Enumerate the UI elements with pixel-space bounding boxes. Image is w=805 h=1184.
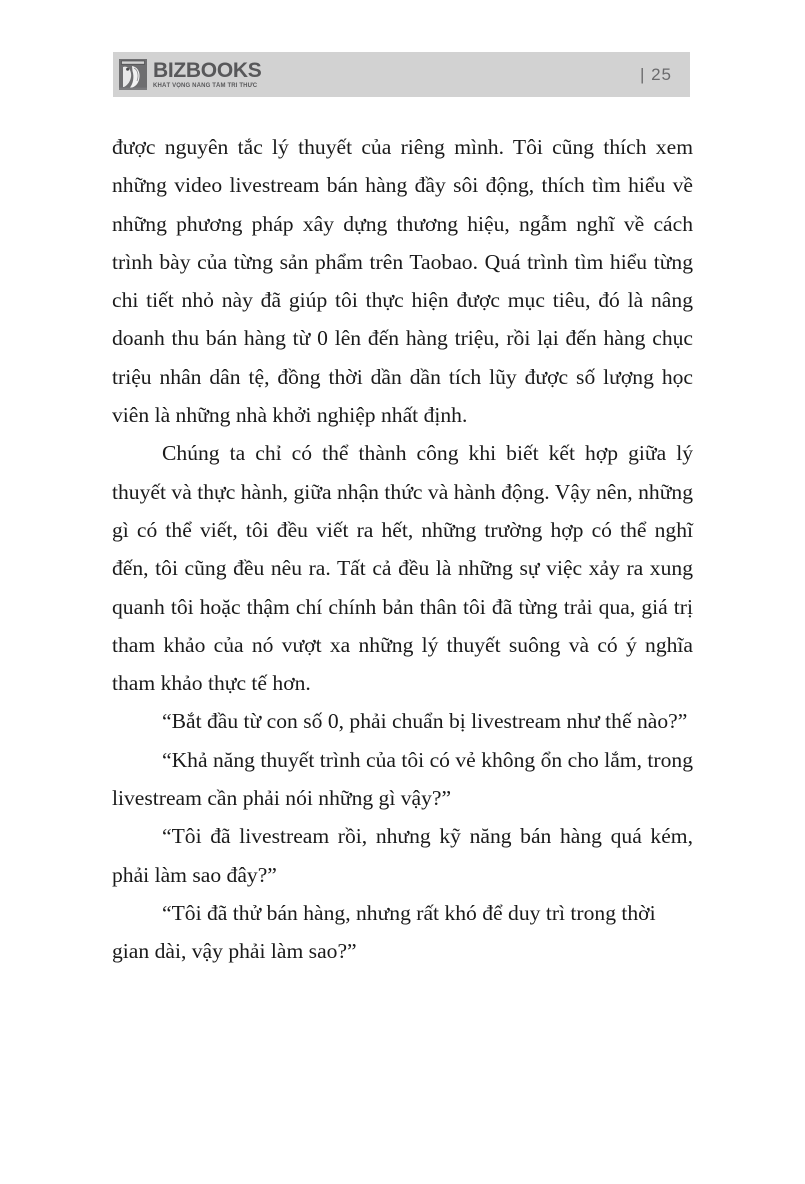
- quote-paragraph: “Tôi đã thử bán hàng, nhưng rất khó để duy trì trong thời gian dài, vậy phải làm sao?”: [112, 900, 656, 964]
- publisher-logo: [113, 59, 261, 90]
- body-text: [112, 128, 693, 971]
- paragraph-continuation: được nguyên tắc lý thuyết của riêng mình. Tôi cũng thích xem những video livestream bán hàng đầy sôi động, thích tìm hiểu về những phương pháp xây dựng thương hiệu, ngẫm nghĩ về cách trình bày của từng sản phẩm trên Taobao. Quá trình tìm hiểu từng chi tiết nhỏ này đã giúp tôi thực hiện được mục tiêu, đó là nâng doanh thu bán hàng từ 0 lên đến hàng triệu, rồi lại đến hàng chục triệu nhân dân tệ, đồng thời dần dần tích lũy được số lượng học viên là những nhà khởi nghiệp nhất định.: [112, 135, 693, 428]
- page-number: | 25: [639, 64, 672, 84]
- quote-paragraph: “Bắt đầu từ con số 0, phải chuẩn bị livestream như thế nào?”: [162, 709, 688, 734]
- brand-tagline: KHÁT VỌNG NÂNG TẦM TRI THỨC: [153, 81, 258, 89]
- paragraph: Chúng ta chỉ có thể thành công khi biết kết hợp giữa lý thuyết và thực hành, giữa nhận thức và hành động. Vậy nên, những gì có thể viết, tôi đều viết ra hết, những trường hợp có thể nghĩ đến, tôi cũng đều nêu ra. Tất cả đều là những sự việc xảy ra xung quanh tôi hoặc thậm chí chính bản thân tôi đã từng trải qua, giá trị tham khảo của nó vượt xa những lý thuyết suông và có ý nghĩa tham khảo thực tế hơn.: [112, 441, 693, 696]
- brand-name: BIZBOOKS: [153, 58, 262, 82]
- brand-text-block: [153, 60, 261, 89]
- book-logo-icon: [119, 59, 147, 90]
- quote-paragraph: “Tôi đã livestream rồi, nhưng kỹ năng bán hàng quá kém, phải làm sao đây?”: [112, 824, 693, 887]
- running-header: [113, 52, 690, 97]
- quote-paragraph: “Khả năng thuyết trình của tôi có vẻ không ổn cho lắm, trong livestream cần phải nói những gì vậy?”: [112, 747, 693, 811]
